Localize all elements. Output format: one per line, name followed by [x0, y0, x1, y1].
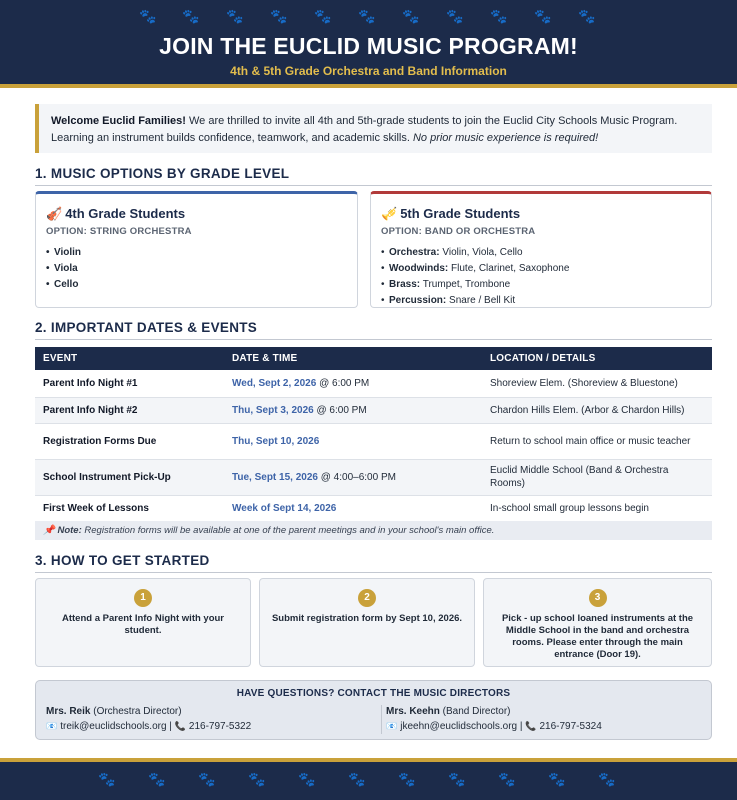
event-cell: Registration Forms Due — [35, 423, 224, 459]
phone-link[interactable]: 216-797-5324 — [539, 721, 602, 732]
location-cell: Euclid Middle School (Band & Orchestra Rooms) — [482, 459, 712, 495]
time-value: @ 4:00–6:00 PM — [317, 471, 396, 483]
paw-icon: 🐾 — [534, 8, 552, 24]
page-subtitle: 4th & 5th Grade Orchestra and Band Information — [230, 64, 507, 78]
welcome-emphasis: No prior music experience is required! — [412, 132, 599, 144]
date-value: Tue, Sept 15, 2026 — [232, 471, 318, 483]
paw-icon: 🐾 — [498, 771, 516, 787]
list-item-label: Percussion: — [389, 295, 447, 306]
welcome-callout — [35, 104, 712, 153]
grade5-option: OPTION: BAND OR ORCHESTRA — [381, 226, 536, 237]
date-cell — [224, 495, 482, 521]
phone-icon: 📞 — [174, 721, 186, 731]
paw-row-top — [0, 9, 737, 29]
date-cell — [224, 397, 482, 423]
paw-icon: 🐾 — [270, 8, 288, 24]
list-item: • Violin — [46, 245, 347, 261]
grade5-title — [381, 206, 701, 222]
page-title: JOIN THE EUCLID MUSIC PROGRAM! — [159, 33, 578, 59]
grade4-card — [35, 191, 358, 308]
director-name: Mrs. Reik — [46, 706, 91, 717]
email-link[interactable]: treik@euclidschools.org — [60, 721, 167, 732]
violin-icon: 🎻 — [46, 206, 63, 221]
step-number-badge: 3 — [589, 589, 607, 607]
paw-icon: 🐾 — [148, 771, 166, 787]
location-cell: Shoreview Elem. (Shoreview & Bluestone) — [482, 370, 712, 397]
grade4-title — [46, 206, 347, 222]
paw-icon: 🐾 — [598, 771, 616, 787]
list-item: • Cello — [46, 277, 347, 293]
page-footer — [0, 758, 737, 800]
step-text: Pick - up school loaned instruments at the Middle School in the band and orchestra rooms. Please enter through the main entrance (Door 19). — [501, 613, 694, 660]
note-text: Registration forms will be available at one of the parent meetings and in your school's main office. — [81, 525, 495, 536]
director-name: Mrs. Keehn — [386, 706, 440, 717]
grade4-title-text: 4th Grade Students — [65, 206, 186, 221]
date-value: Thu, Sept 3, 2026 — [232, 404, 314, 416]
paw-icon: 🐾 — [348, 771, 366, 787]
paw-icon: 🐾 — [139, 8, 157, 24]
page-header — [0, 0, 737, 88]
date-value: Wed, Sept 2, 2026 — [232, 377, 317, 389]
email-icon: 📧 — [46, 721, 58, 731]
date-cell — [224, 423, 482, 459]
paw-icon: 🐾 — [402, 8, 420, 24]
event-cell: Parent Info Night #2 — [35, 397, 224, 423]
list-item — [381, 293, 701, 309]
location-cell: Return to school main office or music teacher — [482, 423, 712, 459]
column-header-date: DATE & TIME — [224, 347, 482, 370]
paw-icon: 🐾 — [182, 8, 200, 24]
grade4-instrument-list — [46, 245, 347, 293]
table-row — [35, 397, 712, 423]
location-cell: In-school small group lessons begin — [482, 495, 712, 521]
note-label: Note: — [57, 525, 82, 536]
date-cell — [224, 459, 482, 495]
director-role: (Orchestra Director) — [90, 706, 182, 717]
events-table — [35, 347, 712, 522]
time-value: @ 6:00 PM — [316, 377, 370, 389]
step-card-2 — [259, 578, 475, 667]
paw-row-bottom — [0, 772, 737, 792]
step-text: Submit registration form by Sept 10, 2026. — [271, 613, 463, 624]
date-value: Thu, Sept 10, 2026 — [232, 435, 320, 447]
paw-icon: 🐾 — [490, 8, 508, 24]
step-number-badge: 2 — [358, 589, 376, 607]
list-item-value: Flute, Clarinet, Saxophone — [448, 263, 570, 274]
phone-icon: 📞 — [525, 721, 537, 731]
paw-icon: 🐾 — [198, 771, 216, 787]
column-header-location: LOCATION / DETAILS — [482, 347, 712, 370]
separator: | — [517, 721, 526, 732]
grade5-title-text: 5th Grade Students — [400, 206, 521, 221]
step-card-3 — [483, 578, 712, 667]
table-row — [35, 370, 712, 397]
section-title-get-started: 3. HOW TO GET STARTED — [35, 553, 712, 573]
time-value: @ 6:00 PM — [313, 404, 367, 416]
table-row — [35, 459, 712, 495]
grade5-instrument-list — [381, 245, 701, 309]
list-item-value: Violin, Viola, Cello — [439, 247, 523, 258]
paw-icon: 🐾 — [248, 771, 266, 787]
list-item-label: Orchestra: — [389, 247, 440, 258]
list-item — [381, 261, 701, 277]
pushpin-icon: 📌 — [43, 525, 55, 536]
event-cell: Parent Info Night #1 — [35, 370, 224, 397]
paw-icon: 🐾 — [446, 8, 464, 24]
phone-link[interactable]: 216-797-5322 — [188, 721, 252, 732]
grade4-option: OPTION: STRING ORCHESTRA — [46, 226, 192, 237]
paw-icon: 🐾 — [314, 8, 332, 24]
contact-title: HAVE QUESTIONS? CONTACT THE MUSIC DIRECTORS — [236, 688, 511, 699]
table-row — [35, 423, 712, 459]
paw-icon: 🐾 — [226, 8, 244, 24]
director-orchestra — [46, 705, 371, 734]
table-header-row — [35, 347, 712, 370]
separator: | — [166, 721, 175, 732]
paw-icon: 🐾 — [358, 8, 376, 24]
date-value: Week of Sept 14, 2026 — [232, 502, 337, 514]
email-icon: 📧 — [386, 721, 398, 731]
registration-note — [35, 521, 712, 540]
event-cell: First Week of Lessons — [35, 495, 224, 521]
event-cell: School Instrument Pick-Up — [35, 459, 224, 495]
list-item — [381, 277, 701, 293]
grade5-card — [370, 191, 712, 308]
list-item — [381, 245, 701, 261]
step-card-1 — [35, 578, 251, 667]
step-number-badge: 1 — [134, 589, 152, 607]
location-cell: Chardon Hills Elem. (Arbor & Chardon Hills) — [482, 397, 712, 423]
step-text: Attend a Parent Info Night with your student. — [61, 613, 225, 636]
email-link[interactable]: jkeehn@euclidschools.org — [400, 721, 518, 732]
trumpet-icon: 🎺 — [381, 206, 398, 221]
contact-box — [35, 680, 712, 740]
paw-icon: 🐾 — [98, 771, 116, 787]
director-band — [381, 705, 706, 734]
welcome-body: We are thrilled to invite all 4th and 5th-grade students to join the Euclid City Schools Music Program. Learning an instrument builds confidence, teamwork, and academic skills. — [51, 115, 678, 144]
director-role: (Band Director) — [439, 706, 511, 717]
date-cell — [224, 370, 482, 397]
list-item-label: Woodwinds: — [389, 263, 449, 274]
welcome-lead: Welcome Euclid Families! — [51, 115, 186, 127]
list-item-value: Trumpet, Trombone — [420, 279, 511, 290]
column-header-event: EVENT — [35, 347, 224, 370]
paw-icon: 🐾 — [448, 771, 466, 787]
list-item: • Viola — [46, 261, 347, 277]
paw-icon: 🐾 — [298, 771, 316, 787]
list-item-label: Brass: — [389, 279, 421, 290]
section-title-dates-events: 2. IMPORTANT DATES & EVENTS — [35, 320, 712, 340]
paw-icon: 🐾 — [548, 771, 566, 787]
table-row — [35, 495, 712, 521]
list-item-value: Snare / Bell Kit — [446, 295, 516, 306]
paw-icon: 🐾 — [398, 771, 416, 787]
paw-icon: 🐾 — [578, 8, 596, 24]
section-title-music-options: 1. MUSIC OPTIONS BY GRADE LEVEL — [35, 166, 712, 186]
